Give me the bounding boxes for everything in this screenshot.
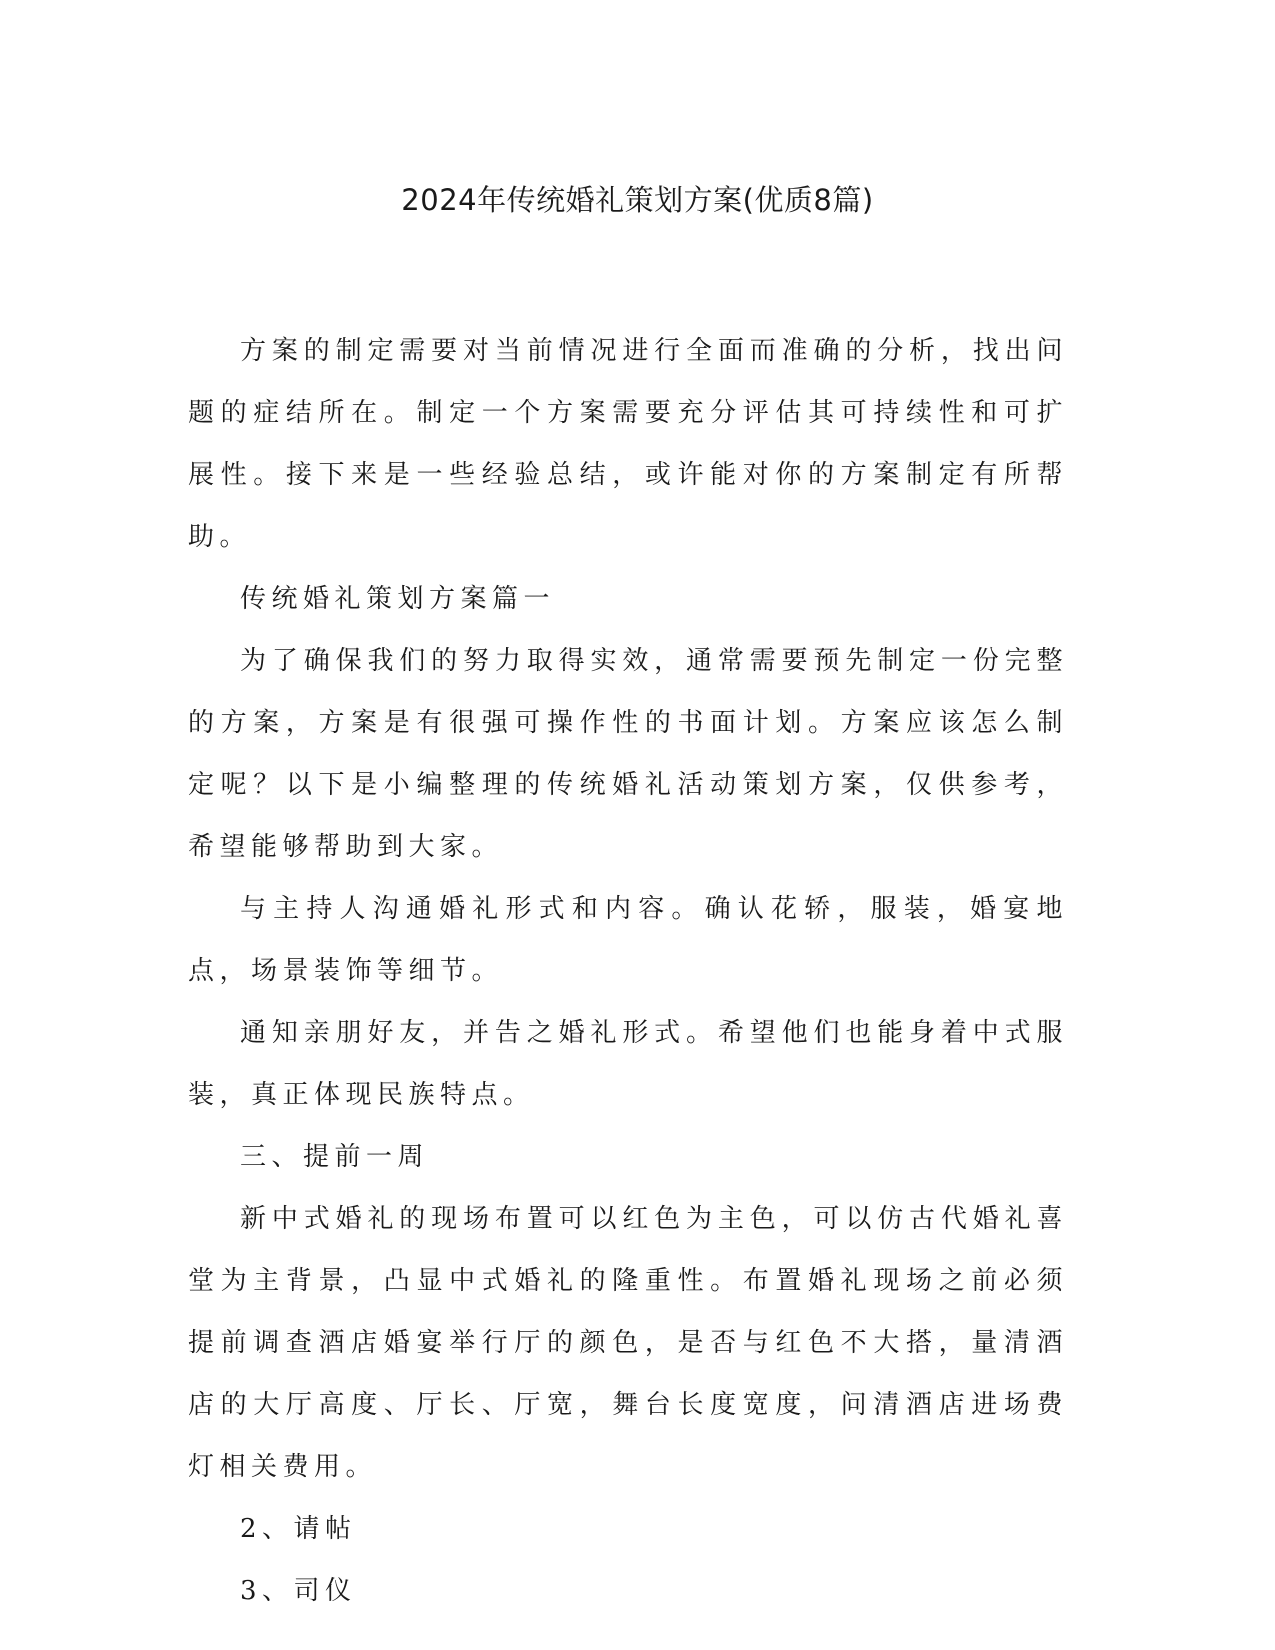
paragraph-intro: 方案的制定需要对当前情况进行全面而准确的分析，找出问题的症结所在。制定一个方案需要充分评估其可持续性和可扩展性。接下来是一些经验总结，或许能对你的方案制定有所帮助。 [188,336,1068,552]
document-body [188,320,1068,1622]
paragraph-notify-guests: 通知亲朋好友，并告之婚礼形式。希望他们也能身着中式服装，真正体现民族特点。 [188,1018,1068,1110]
section-heading-one-week-ahead: 三、提前一周 [240,1142,430,1172]
section-heading-part-one: 传统婚礼策划方案篇一 [240,584,556,614]
list-item-invitations: 2、请帖 [240,1514,357,1544]
paragraph-host-communication: 与主持人沟通婚礼形式和内容。确认花轿，服装，婚宴地点，场景装饰等细节。 [188,894,1068,986]
document-title: 2024年传统婚礼策划方案(优质8篇) [401,183,874,217]
paragraph-venue-decoration: 新中式婚礼的现场布置可以红色为主色，可以仿古代婚礼喜堂为主背景，凸显中式婚礼的隆重性。布置婚礼现场之前必须提前调查酒店婚宴举行厅的颜色，是否与红色不大搭，量清酒店的大厅高度、厅长、厅宽，舞台长度宽度，问清酒店进场费灯相关费用。 [188,1204,1068,1482]
list-item-host: 3、司仪 [240,1576,357,1606]
paragraph-purpose: 为了确保我们的努力取得实效，通常需要预先制定一份完整的方案，方案是有很强可操作性的书面计划。方案应该怎么制定呢？以下是小编整理的传统婚礼活动策划方案，仅供参考，希望能够帮助到大家。 [188,646,1068,862]
